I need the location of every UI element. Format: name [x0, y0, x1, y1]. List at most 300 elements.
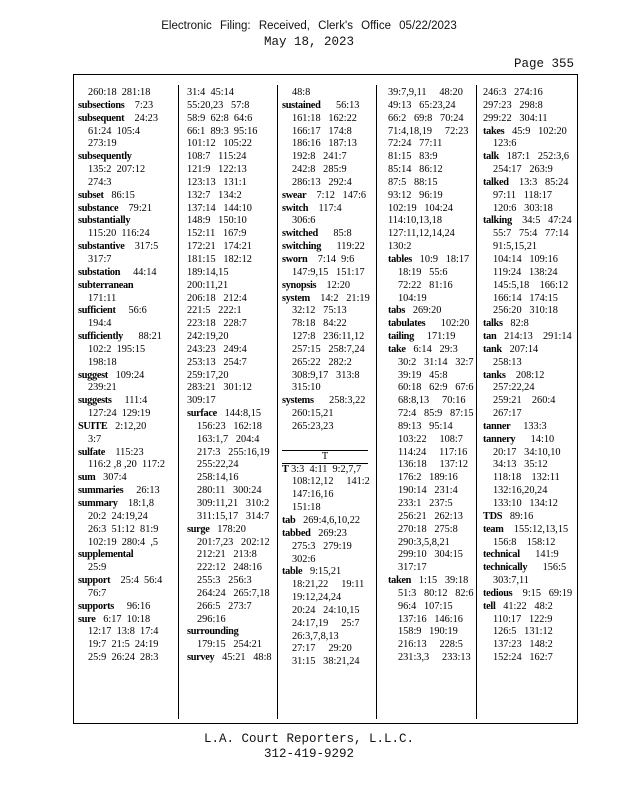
index-page-refs: 56:13: [320, 99, 360, 111]
index-headword: talked: [483, 176, 509, 188]
index-page-refs: 111:4: [111, 395, 148, 407]
index-entry: [78, 472, 173, 485]
index-entry: [78, 485, 173, 498]
index-page-refs: 20:2 24:19,24: [88, 510, 148, 522]
index-entry: [483, 588, 576, 601]
index-headword: technically: [483, 562, 528, 574]
index-headword: substance: [78, 202, 119, 214]
index-page-refs: 307:4: [95, 472, 127, 484]
index-entry: [187, 626, 273, 639]
index-page-refs: 269:23: [310, 527, 347, 539]
index-page-refs: 123:13 131:1: [187, 176, 247, 188]
index-page-refs: 265:23,23: [292, 420, 334, 432]
index-page-refs: 66:2 69:8 70:24: [388, 112, 464, 124]
index-page-refs: 19:12,24,24: [292, 592, 342, 604]
index-headword: taken: [388, 575, 412, 587]
index-page-refs: 68:8,13 70:16: [398, 395, 466, 407]
index-page-refs: 6:17 10:18: [95, 613, 151, 625]
index-entry: [282, 100, 374, 113]
index-page-refs: 6:14 29:3: [405, 343, 458, 355]
index-page-refs: 114:10,13,18: [388, 215, 442, 227]
index-page-refs: 259:21 260:4: [493, 395, 556, 407]
index-page-refs: 258:3,22: [313, 395, 366, 407]
index-page-refs: 136:18 137:12: [398, 459, 469, 471]
index-headword: substantially: [78, 215, 131, 227]
index-page-refs: 25:9: [88, 562, 107, 574]
index-column-3: [277, 85, 374, 719]
index-page-refs: 161:18 162:22: [292, 112, 357, 124]
index-entry: [78, 151, 173, 164]
index-entry: [483, 434, 576, 447]
index-page-refs: 258:14,16: [197, 472, 239, 484]
index-headword: system: [282, 292, 310, 304]
index-page-refs: 61:24 105:4: [88, 125, 141, 137]
index-page-refs: 266:5 273:7: [197, 600, 252, 612]
index-headword: surge: [187, 523, 210, 535]
index-page-refs: 308:9,17 313:8: [292, 369, 360, 381]
index-page-refs: 198:18: [88, 356, 117, 368]
index-page-refs: 231:3,3 233:13: [398, 652, 471, 664]
index-page-refs: 152:11 167:9: [187, 228, 247, 240]
index-page-refs: 9:15 69:19: [512, 587, 573, 599]
index-headword: take: [388, 343, 406, 355]
index-page-refs: 1:15 39:18: [411, 575, 469, 587]
index-headword: sulfate: [78, 446, 106, 458]
index-entry: [483, 215, 576, 228]
index-entry: [388, 344, 474, 357]
index-entry: [282, 515, 374, 528]
index-entry: [78, 447, 173, 460]
index-page-refs: 190:14 231:4: [398, 485, 458, 497]
index-page-refs: 34:5 47:24: [511, 215, 572, 227]
index-page-refs: 127:11,12,14,24: [388, 228, 455, 240]
index-headword: swear: [282, 189, 307, 201]
index-page-refs: 127:8 236:11,12: [292, 331, 365, 343]
index-page-refs: 115:20 116:24: [88, 228, 150, 240]
index-headword: sure: [78, 613, 96, 625]
index-headword: subsections: [78, 99, 125, 111]
index-entry: [483, 601, 576, 614]
index-letter-heading: T: [282, 450, 368, 464]
index-page-refs: 239:21: [88, 382, 117, 394]
index-page-refs: 132:7 134:2: [187, 189, 242, 201]
index-headword: surrounding: [187, 626, 239, 638]
index-page-refs: 79:21: [118, 202, 152, 214]
index-headword: talks: [483, 318, 503, 330]
index-page-refs: 201:7,23 202:12: [197, 536, 270, 548]
index-page-refs: 127:24 129:19: [88, 408, 151, 420]
index-entry: [78, 280, 173, 293]
index-page-refs: 151:18: [292, 502, 321, 514]
index-page-refs: 317:17: [398, 562, 427, 574]
index-headword: substantive: [78, 241, 125, 253]
index-page-refs: 155:12,13,15: [503, 523, 569, 535]
index-page-refs: 81:15 83:9: [388, 151, 438, 163]
index-page-refs: 44:14: [120, 266, 157, 278]
index-page-refs: 14:2 21:19: [309, 292, 370, 304]
index-page-refs: 187:1 252:3,6: [498, 151, 570, 163]
index-page-refs: 299:10 304:15: [398, 549, 463, 561]
index-entry: [78, 498, 173, 511]
index-page-refs: 243:23 249:4: [187, 343, 247, 355]
index-headword: support: [78, 575, 111, 587]
index-entry: [483, 177, 576, 190]
index-page-refs: 297:23 298:8: [483, 99, 543, 111]
index-headword: tailing: [388, 331, 414, 343]
index-page-refs: 315:10: [292, 382, 321, 394]
index-page-refs: 7:23: [124, 99, 154, 111]
index-entry: [483, 511, 576, 524]
index-headword: supplemental: [78, 549, 134, 561]
index-headword: systems: [282, 395, 314, 407]
index-page-refs: 156:23 162:18: [197, 420, 262, 432]
index-headword: tannery: [483, 433, 516, 445]
index-headword: switch: [282, 202, 309, 214]
index-headword: tables: [388, 253, 412, 265]
index-entry: [78, 305, 173, 318]
index-page-refs: 133:10 134:12: [493, 498, 558, 509]
index-page-refs: 275:3 279:19: [292, 540, 352, 552]
index-page-refs: 123:6: [493, 138, 517, 150]
index-page-refs: 120:6 303:18: [493, 202, 553, 214]
index-entry: [282, 190, 374, 203]
index-entry: [483, 344, 576, 357]
index-headword: switched: [282, 228, 318, 240]
index-page-refs: 214:13 291:14: [496, 331, 572, 343]
index-headword: summary: [78, 498, 118, 509]
index-page-refs: 102:19 280:4 ,5: [88, 536, 159, 548]
index-page-refs: 207:14: [501, 343, 539, 355]
index-page-refs: 274:3: [88, 176, 112, 188]
index-page-refs: 133:3: [510, 420, 547, 432]
index-page-refs: 200:11,21: [187, 279, 229, 291]
index-page-refs: 25:9 26:24 28:3: [88, 652, 159, 664]
index-headword: supports: [78, 600, 114, 612]
index-page-refs: 158:9 190:19: [398, 626, 458, 638]
index-page-refs: 163:1,7 204:4: [197, 433, 260, 445]
index-page-refs: 270:18 275:8: [398, 523, 458, 535]
index-page-refs: 135:2 207:12: [88, 164, 146, 176]
index-page-refs: 18:21,22 19:11: [292, 579, 365, 591]
index-page-refs: 137:23 148:2: [493, 639, 553, 651]
index-page-refs: 141:9: [519, 549, 559, 561]
index-entry: [78, 395, 173, 408]
index-headword: tan: [483, 331, 497, 343]
index-headword: tedious: [483, 587, 513, 599]
index-headword: suggests: [78, 395, 112, 407]
index-page-refs: 72:24 77:11: [388, 138, 443, 150]
index-page-refs: 166:17 174:8: [292, 125, 352, 137]
index-headword: tell: [483, 600, 496, 612]
index-page-refs: 115:23: [105, 446, 144, 458]
index-headword: technical: [483, 549, 520, 561]
index-page-refs: 96:4 107:15: [398, 600, 453, 612]
index-page-refs: 88:21: [123, 331, 162, 343]
index-page-refs: 194:4: [88, 318, 112, 330]
index-headword: talking: [483, 215, 512, 227]
index-page-refs: 102:19 104:24: [388, 202, 453, 214]
index-page-refs: 311:15,17 314:7: [197, 510, 270, 522]
index-page-refs: 56:6: [115, 305, 147, 317]
index-page-refs: 55:7 75:4 77:14: [493, 228, 569, 240]
index-page-refs: 76:7: [88, 587, 107, 599]
index-page-refs: 217:3 255:16,19: [197, 446, 270, 458]
index-page-refs: 116:2 ,8 ,20 117:2: [88, 459, 166, 471]
index-page-refs: 147:16,16: [292, 489, 334, 501]
index-page-refs: 85:8: [317, 228, 352, 240]
index-headword: synopsis: [282, 279, 317, 291]
footer-company: L.A. Court Reporters, L.L.C.: [203, 732, 415, 746]
index-page-refs: 12:17 13:8 17:4: [88, 626, 159, 638]
index-page-refs: 156:8 158:12: [493, 536, 556, 548]
index-page-refs: 306:6: [292, 215, 316, 227]
index-headword: tabbed: [282, 527, 311, 539]
index-page-refs: 110:17 122:9: [493, 613, 553, 625]
index-page-refs: 9:15,21: [302, 566, 342, 578]
index-page-refs: 7:12 147:6: [306, 189, 367, 201]
index-page-refs: 25:4 56:4: [110, 575, 163, 587]
index-page-refs: 85:14 86:12: [388, 164, 443, 176]
index-entry: [187, 408, 273, 421]
page-number: Page 355: [513, 57, 574, 71]
index-page-refs: 265:22 282:2: [292, 356, 352, 368]
index-page-refs: 152:24 162:7: [493, 652, 553, 664]
index-headword: T: [282, 463, 289, 475]
index-page-refs: 89:13 95:14: [398, 420, 453, 432]
index-page-refs: 242:19,20: [187, 331, 229, 343]
index-page-refs: 186:16 187:13: [292, 138, 357, 150]
index-page-refs: 72:22 81:16: [398, 279, 453, 291]
index-page-refs: 302:6: [292, 553, 316, 565]
index-page-refs: 18:19 55:6: [398, 266, 448, 278]
index-page-refs: 221:5 222:1: [187, 305, 242, 317]
index-page-refs: 273:19: [88, 138, 117, 150]
index-headword: table: [282, 566, 303, 578]
index-page-refs: 130:2: [388, 241, 412, 253]
index-entry: [483, 151, 576, 164]
index-page-refs: 27:17 29:20: [292, 643, 352, 655]
index-page-refs: 132:16,20,24: [493, 485, 548, 497]
index-entry: [78, 190, 173, 203]
index-column-5: [476, 85, 576, 719]
index-page-refs: 253:13 254:7: [187, 356, 247, 368]
index-page-refs: 216:13 228:5: [398, 639, 463, 651]
index-page-refs: 26:3,7,8,13: [292, 630, 339, 642]
index-page-refs: 269:20: [405, 305, 442, 317]
index-headword: tanks: [483, 369, 506, 381]
index-page-refs: 119:22: [321, 241, 365, 253]
index-page-refs: 41:22 48:2: [495, 600, 553, 612]
index-headword: sufficiently: [78, 331, 124, 343]
index-page-refs: 259:17,20: [187, 369, 229, 381]
index-page-refs: 256:21 262:13: [398, 510, 463, 522]
index-entry: [483, 524, 576, 537]
index-headword: team: [483, 523, 504, 535]
index-entry: [483, 318, 576, 331]
index-page-refs: 26:13: [123, 485, 160, 497]
index-page-refs: 286:13 292:4: [292, 176, 352, 188]
index-page-refs: 86:15: [103, 189, 135, 201]
index-page-refs: 280:11 300:24: [197, 485, 262, 497]
index-entry: [282, 528, 374, 541]
index-column-2: [178, 85, 273, 719]
index-entry: [282, 395, 374, 408]
index-page-refs: 49:13 65:23,24: [388, 99, 456, 111]
index-headword: SUITE: [78, 420, 108, 432]
index-page-refs: 206:18 212:4: [187, 292, 247, 304]
index-page-refs: 89:16: [502, 510, 534, 522]
index-page-refs: 39:19 45:8: [398, 369, 448, 381]
index-page-refs: 178:20: [209, 523, 246, 535]
index-entry: [187, 652, 273, 665]
index-page-refs: 269:4,6,10,22: [295, 515, 361, 526]
index-page-refs: 148:9 150:10: [187, 215, 247, 227]
index-page-refs: 171:19: [413, 331, 456, 343]
index-page-refs: 3:7: [88, 433, 102, 445]
index-entry: [78, 203, 173, 216]
index-headword: tab: [282, 515, 296, 526]
index-page-refs: 78:18 84:22: [292, 318, 347, 330]
index-headword: summaries: [78, 485, 124, 497]
index-page-refs: 10:9 18:17: [411, 253, 470, 265]
index-headword: subterranean: [78, 279, 134, 291]
index-page-refs: 118:18 132:11: [493, 472, 560, 484]
index-page-refs: 2:12,20: [107, 420, 147, 432]
index-page-refs: 24:17,19 25:7: [292, 617, 360, 629]
index-page-refs: 114:24 117:16: [398, 446, 468, 458]
index-page-refs: 267:17: [493, 408, 522, 420]
index-entry: [78, 549, 173, 562]
index-page-refs: 299:22 304:11: [483, 112, 548, 124]
index-page-refs: 181:15 182:12: [187, 253, 252, 265]
index-entry: [388, 254, 474, 267]
index-page-refs: 102:2 195:15: [88, 343, 146, 355]
index-entry: [282, 293, 374, 306]
index-frame: [73, 74, 578, 724]
index-page-refs: 255:3 256:3: [197, 575, 252, 587]
index-entry: [483, 370, 576, 383]
index-entry: [78, 614, 173, 627]
index-entry: [282, 203, 374, 216]
index-page-refs: 45:21 48:8: [214, 652, 272, 664]
index-entry: [187, 524, 273, 537]
index-page-refs: 72:4 85:9 87:15: [398, 408, 474, 420]
index-page-refs: 55:20,23 57:8: [187, 99, 250, 111]
index-page-refs: 223:18 228:7: [187, 318, 247, 330]
index-page-refs: 144:8,15: [216, 408, 261, 420]
index-entry: [282, 254, 374, 267]
index-page-refs: 18:1,8: [117, 498, 154, 509]
index-page-refs: 260:18 281:18: [88, 87, 151, 98]
index-page-refs: 256:20 310:18: [493, 305, 558, 317]
index-page-refs: 309:17: [187, 395, 216, 407]
index-entry: [78, 370, 173, 383]
filing-stamp: Electronic Filing: Received, Clerk's Office 05/22/2023: [161, 20, 457, 32]
index-entry: [78, 421, 173, 434]
index-entry: [78, 113, 173, 126]
index-column-1: [78, 87, 173, 707]
index-entry: [78, 575, 173, 588]
index-page-refs: 19:7 21:5 24:19: [88, 639, 159, 651]
index-entry: [282, 280, 374, 293]
index-page-refs: 255:22,24: [197, 459, 239, 471]
index-page-refs: 82:8: [502, 318, 529, 330]
index-page-refs: 303:7,11: [493, 575, 529, 587]
index-headword: tabs: [388, 305, 406, 317]
transcript-date: May 18, 2023: [263, 35, 354, 49]
index-entry: [483, 562, 576, 575]
index-entry: [282, 228, 374, 241]
index-page-refs: 7:14 9:6: [307, 253, 355, 265]
index-page-refs: 172:21 174:21: [187, 241, 252, 253]
index-entry: [388, 575, 474, 588]
index-page-refs: 254:17 263:9: [493, 164, 553, 176]
index-headword: tank: [483, 343, 502, 355]
index-page-refs: 71:4,18,19 72:23: [388, 125, 469, 137]
index-page-refs: 126:5 131:12: [493, 626, 553, 638]
index-headword: substation: [78, 266, 121, 278]
index-page-refs: 34:13 35:12: [493, 459, 548, 471]
index-page-refs: 58:9 62:8 64:6: [187, 112, 253, 124]
index-page-refs: 242:8 285:9: [292, 164, 347, 176]
index-page-refs: 20:24 24:10,15: [292, 604, 360, 616]
index-page-refs: 66:1 89:3 95:16: [187, 125, 258, 137]
index-entry: [78, 100, 173, 113]
index-headword: takes: [483, 125, 505, 137]
index-page-refs: 96:16: [113, 600, 151, 612]
index-entry: [388, 305, 474, 318]
index-page-refs: 119:24 138:24: [493, 266, 558, 278]
index-page-refs: 222:12 248:16: [197, 562, 262, 574]
index-headword: survey: [187, 652, 215, 664]
index-headword: talk: [483, 151, 499, 163]
index-gap: [282, 434, 374, 447]
index-page-refs: 60:18 62:9 67:6: [398, 382, 474, 394]
index-page-refs: 45:9 102:20: [504, 125, 567, 137]
index-page-refs: 3:3 4:11 9:2,7,7: [288, 463, 362, 475]
index-page-refs: 309:11,21 310:2: [197, 498, 270, 509]
index-page-refs: 101:12 105:22: [187, 138, 252, 150]
index-page-refs: 48:8: [292, 87, 311, 98]
index-page-refs: 179:15 254:21: [197, 639, 262, 651]
index-page-refs: 31:4 45:14: [187, 87, 234, 98]
index-page-refs: 246:3 274:16: [483, 87, 543, 98]
index-page-refs: 192:8 241:7: [292, 151, 347, 163]
index-page-refs: 97:11 118:17: [493, 189, 553, 201]
index-page-refs: 147:9,15 151:17: [292, 266, 365, 278]
index-page-refs: 108:7 115:24: [187, 151, 247, 163]
index-entry: [282, 241, 374, 254]
index-headword: TDS: [483, 510, 503, 522]
index-page-refs: 137:16 146:16: [398, 613, 463, 625]
footer-phone: 312-419-9292: [263, 747, 354, 761]
index-headword: sufficient: [78, 305, 116, 317]
index-page-refs: 176:2 189:16: [398, 472, 458, 484]
index-page-refs: 233:1 237:5: [398, 498, 453, 509]
index-page-refs: 145:5,18 166:12: [493, 279, 569, 291]
index-entry: [483, 126, 576, 139]
index-page-refs: 290:3,5,8,21: [398, 536, 450, 548]
index-headword: surface: [187, 408, 217, 420]
index-page-refs: 208:12: [505, 369, 545, 381]
index-entry: [78, 241, 173, 254]
index-headword: tanner: [483, 420, 511, 432]
index-page-refs: 212:21 213:8: [197, 549, 257, 561]
index-entry: [78, 601, 173, 614]
index-headword: suggest: [78, 369, 108, 381]
index-entry: [483, 549, 576, 562]
index-page-refs: 31:15 38:21,24: [292, 656, 360, 668]
